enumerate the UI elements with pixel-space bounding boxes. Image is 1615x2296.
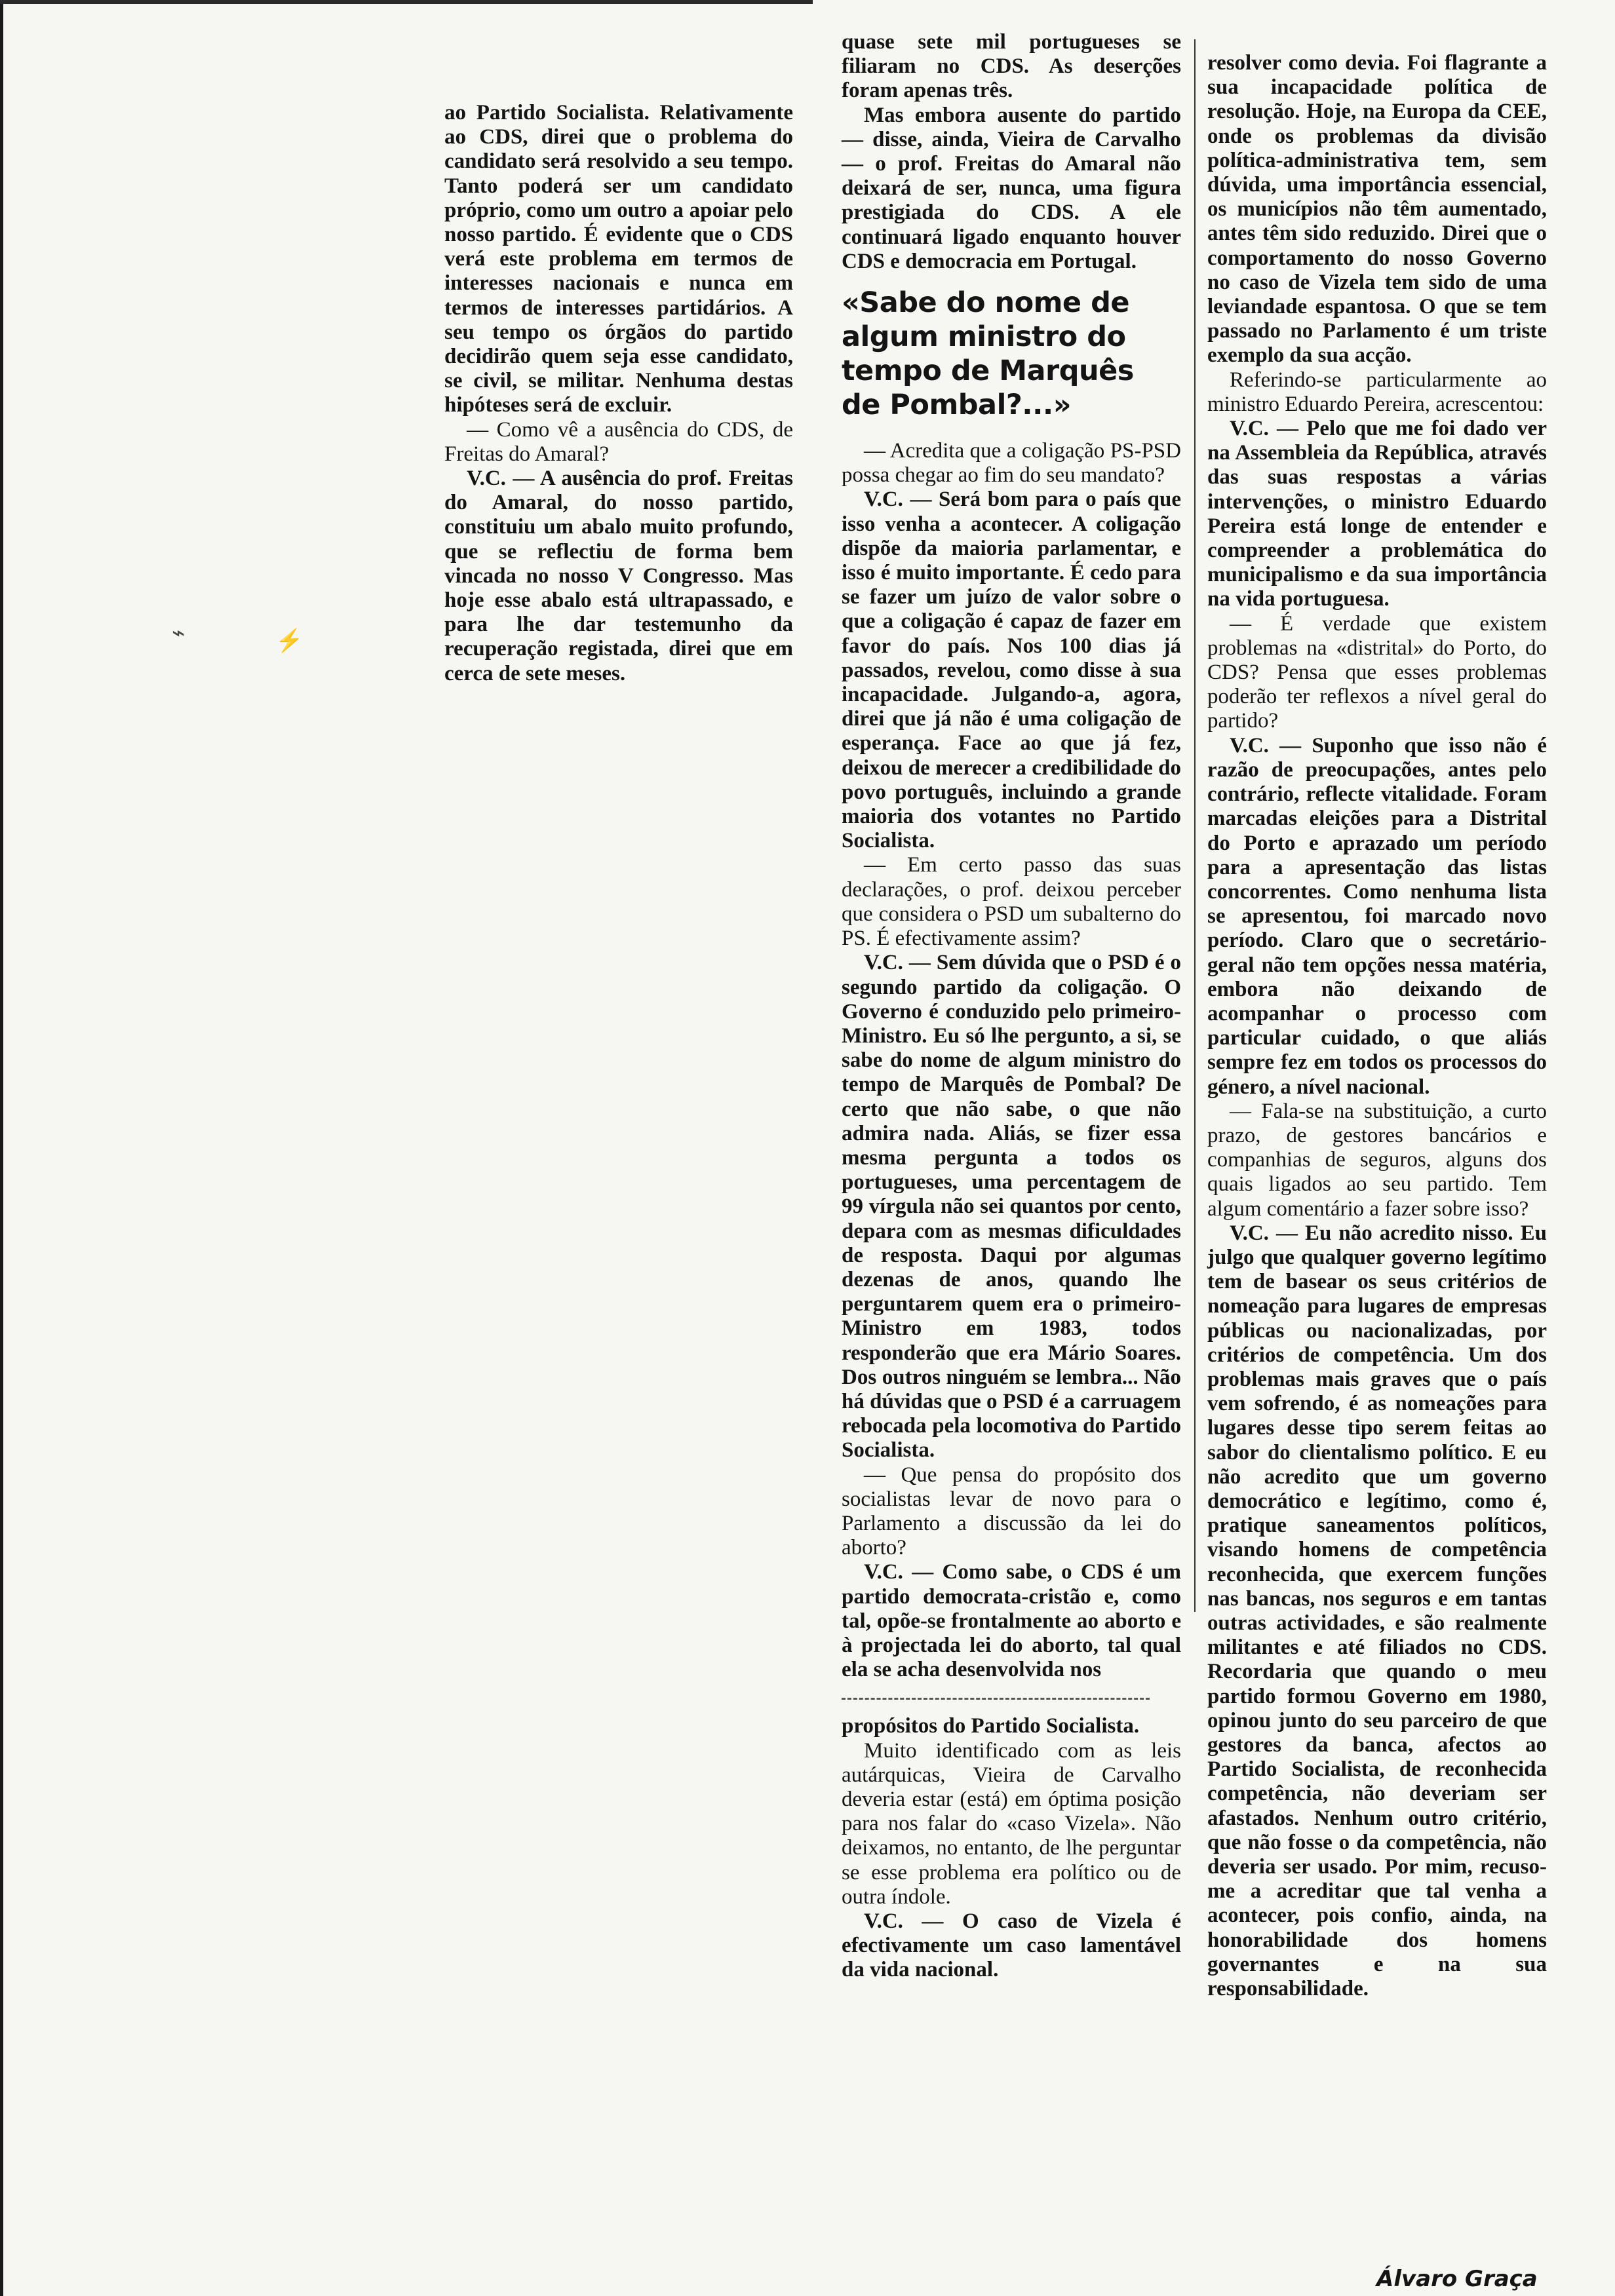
interview-answer: V.C. — Como sabe, o CDS é um partido democrata-cristão e, como tal, opõe-se frontalmente ao aborto e à projectada lei do aborto, tal qual ela se acha desenvolvida nos xyxy=(842,1560,1181,1682)
page-edge-top xyxy=(0,0,813,4)
interview-answer: V.C. — A ausência do prof. Freitas do Amaral, do nosso partido, constituiu um abalo muito profundo, que se reflectiu de forma bem vincada no nosso V Congresso. Mas hoje esse abalo está ultrapassado, e para lhe dar testemunho da recuperação registada, direi que em cerca de sete meses. xyxy=(444,467,793,685)
interview-answer: V.C. — Será bom para o país que isso venha a acontecer. A coligação dispõe da maioria parlamentar, e isso é muito importante. É cedo para se fazer um juízo de valor sobre o que a coligação é capaz de fazer em favor do país. Nos 100 dias já passados, revelou, como disse à sua incapacidade. Julgando-a, agora, direi que já não é uma coligação de esperança. Face ao que já fez, deixou de merecer a credibilidade do povo português, incluindo a grande maioria dos votantes no Partido Socialista. xyxy=(842,488,1181,853)
article-column-1 xyxy=(444,101,793,686)
author-signature: Álvaro Graça xyxy=(1376,2266,1538,2292)
paragraph: Mas embora ausente do partido — disse, ainda, Vieira de Carvalho — o prof. Freitas do Amaral não deixará de ser, nunca, uma figura prestigiada do CDS. A ele continuará ligado enquanto houver CDS e democracia em Portugal. xyxy=(842,103,1181,273)
column-divider xyxy=(1194,39,1196,1612)
page-edge-left xyxy=(0,0,3,2296)
interview-answer: V.C. — Eu não acredito nisso. Eu julgo que qualquer governo legítimo tem de basear os seus critérios de nomeação para lugares de empresas públicas ou nacionalizadas, por critérios de competência. Um dos problemas mais graves que o país vem sofrendo, é as nomeações para lugares desse tipo serem feitas ao sabor do clientalismo político. E eu não acredito que um governo democrático e legítimo, como é, pratique saneamentos políticos, visando homens de competência reconhecida, que exercem funções nas bancas, nos seguros e em tantas outras actividades, e são realmente militantes e até filiados no CDS. Recordaria que quando o meu partido formou Governo em 1980, opinou junto do seu parceiro de que gestores da banca, afectos ao Partido Socialista, de reconhecida competência, não deveriam ser afastados. Nenhum outro critério, que não fosse o da competência, não deveria ser usado. Por mim, recuso-me a acreditar que tal venha a acontecer, pois confio, ainda, na honorabilidade dos homens governantes e na sua responsabilidade. xyxy=(1207,1221,1547,2001)
section-rule xyxy=(842,1698,1150,1700)
paragraph: ao Partido Socialista. Relativamente ao CDS, direi que o problema do candidato será resolvido a seu tempo. Tanto poderá ser um candidato próprio, como um outro a apoiar pelo nosso partido. É evidente que o CDS verá este problema em termos de interesses nacionais e nunca em termos de interesses partidários. A seu tempo os órgãos do partido decidirão quem seja esse candidato, se civil, se militar. Nenhuma destas hipóteses será de excluir. xyxy=(444,101,793,417)
interview-answer: V.C. — Pelo que me foi dado ver na Assembleia da República, através das suas respostas a várias intervenções, o ministro Eduardo Pereira está longe de entender e compreender a problemática do municipalismo e da sua importância na vida portuguesa. xyxy=(1207,417,1547,611)
interview-question: — Como vê a ausência do CDS, de Freitas do Amaral? xyxy=(444,417,793,466)
interview-answer-continued: propósitos do Partido Socialista. xyxy=(842,1714,1140,1738)
scan-speck: ⌁ xyxy=(172,621,185,645)
interview-question: — Em certo passo das suas declarações, o prof. deixou perceber que considera o PSD um subalterno do PS. É efectivamente assim? xyxy=(842,853,1181,951)
interview-question: — Que pensa do propósito dos socialistas levar de novo para o Parlamento a discussão da lei do aborto? xyxy=(842,1463,1181,1560)
interview-answer: V.C. — Suponho que isso não é razão de preocupações, antes pelo contrário, reflecte vitalidade. Foram marcadas eleições para a Distrital do Porto e aprazado um período para a apresentação das listas concorrentes. Como nenhuma lista se apresentou, foi marcado novo período. Claro que o secretário-geral não tem opções nessa matéria, embora não deixando de acompanhar o processo com particular cuidado, o que aliás sempre fez em todos os processos do género, a nível nacional. xyxy=(1207,733,1547,1099)
interview-question: — É verdade que existem problemas na «distrital» do Porto, do CDS? Pensa que esses problemas poderão ter reflexos a nível geral do partido? xyxy=(1207,611,1547,733)
paragraph: quase sete mil portugueses se filiaram no CDS. As deserções foram apenas três. xyxy=(842,30,1181,103)
interview-answer-continued: resolver como devia. Foi flagrante a sua incapacidade política de resolução. Hoje, na Europa da CEE, onde os problemas da divisão política-administrativa tem, sem dúvida, uma importância essencial, os municípios não têm aumentado, antes têm sido reduzido. Direi que o comportamento do nosso Governo no caso de Vizela tem sido de uma leviandade espantosa. O que se tem passado no Parlamento é um triste exemplo da sua acção. xyxy=(1207,51,1547,368)
paragraph: Muito identificado com as leis autárquicas, Vieira de Carvalho deveria estar (está) em óptima posição para nos falar do «caso Vizela». Não deixamos, no entanto, de lhe perguntar se esse problema era político ou de outra índole. xyxy=(842,1738,1181,1909)
interview-question: — Fala-se na substituição, a curto prazo, de gestores bancários e companhias de seguros, alguns dos quais ligados ao seu partido. Tem algum comentário a fazer sobre isso? xyxy=(1207,1099,1547,1221)
interview-answer: V.C. — Sem dúvida que o PSD é o segundo partido da coligação. O Governo é conduzido pelo primeiro-Ministro. Eu só lhe pergunto, a si, se sabe do nome de algum ministro do tempo de Marquês de Pombal? De certo que não sabe, o que não admira nada. Aliás, se fizer essa mesma pergunta a todos os portugueses, uma percentagem de 99 vírgula não sei quantos por cento, depara com as mesmas dificuldades de resposta. Daqui por algumas dezenas de anos, quando lhe perguntarem quem era o primeiro-Ministro em 1983, todos responderão que era Mário Soares. Dos outros ninguém se lembra... Não há dúvidas que o PSD é a carruagem rebocada pela locomotiva do Partido Socialista. xyxy=(842,951,1181,1463)
paragraph: Referindo-se particularmente ao ministro Eduardo Pereira, acrescentou: xyxy=(1207,368,1547,416)
article-column-2 xyxy=(842,30,1181,1983)
scan-speck: ⚡ xyxy=(275,629,303,653)
subheadline: «Sabe do nome de algum ministro do tempo de Marquês de Pombal?...» xyxy=(842,286,1134,422)
article-column-3 xyxy=(1207,51,1547,2001)
interview-question: — Acredita que a coligação PS-PSD possa chegar ao fim do seu mandato? xyxy=(842,439,1181,488)
interview-answer: V.C. — O caso de Vizela é efectivamente um caso lamentável da vida nacional. xyxy=(842,1909,1181,1982)
